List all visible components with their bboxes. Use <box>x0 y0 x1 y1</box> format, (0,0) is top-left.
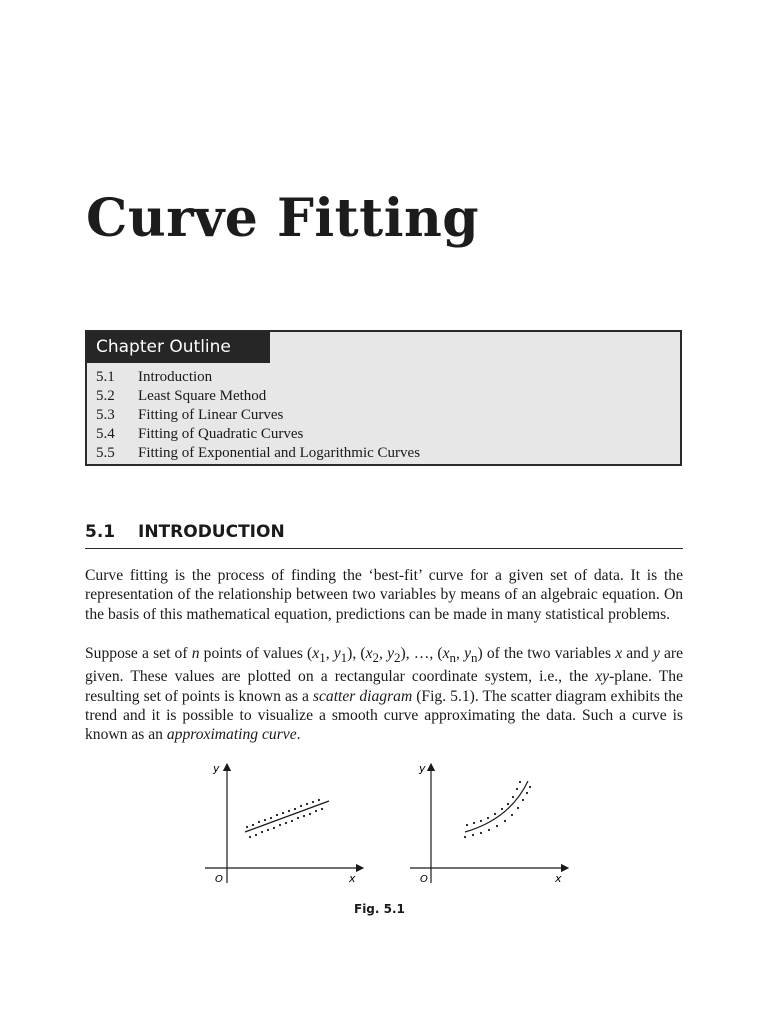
y-axis-label: y <box>419 762 426 775</box>
origin-label: O <box>215 874 223 885</box>
curved-scatter-plot <box>410 762 565 885</box>
outline-item-number: 5.1 <box>96 369 115 385</box>
scatter-points <box>246 799 323 838</box>
math-subscript: n <box>449 650 457 666</box>
chapter-outline-heading: Chapter Outline <box>87 332 270 363</box>
math-y: y <box>464 645 472 662</box>
outline-item-label: Introduction <box>138 369 213 385</box>
math-subscript: 1 <box>340 650 348 666</box>
outline-item <box>96 368 420 387</box>
term-approximating-curve: approximating curve <box>166 726 297 744</box>
text-run: points of values ( <box>199 645 313 662</box>
outline-item <box>96 425 420 444</box>
math-x: x <box>312 645 320 662</box>
text-run: ) of the two variables <box>477 645 616 662</box>
text-run: ), ( <box>347 645 366 662</box>
text-run: are given. These values are plotted on a rectangular coordinate system, i.e., the <box>85 645 684 686</box>
fitted-curve <box>465 781 528 832</box>
outline-item-number: 5.4 <box>96 426 115 442</box>
math-subscript: 1 <box>319 650 326 666</box>
text-run: (Fig. 5.1). The scatter diagram exhibits the trend and it is possible to visualize a smooth curve approximating the data. Such a curve is known as an <box>85 687 683 744</box>
x-axis-label: x <box>349 872 356 885</box>
math-y: y <box>333 645 341 662</box>
x-axis-label: x <box>555 872 562 885</box>
text-run: -plane. The resulting set of points is known as a <box>85 668 683 705</box>
outline-item-number: 5.5 <box>96 445 115 461</box>
section-title: INTRODUCTION <box>138 522 285 542</box>
math-x: x <box>365 645 373 662</box>
term-scatter-diagram: scatter diagram <box>312 687 413 705</box>
text-run: Suppose a set of <box>85 645 192 662</box>
outline-item-number: 5.3 <box>96 407 115 423</box>
intro-paragraph-2 <box>85 644 683 745</box>
outline-item-label: Fitting of Linear Curves <box>138 407 284 423</box>
section-number: 5.1 <box>85 522 116 542</box>
math-xy: xy <box>595 668 610 686</box>
chapter-outline-list <box>96 368 420 463</box>
math-subscript: 2 <box>394 650 401 666</box>
origin-label: O <box>420 874 428 885</box>
math-n: n <box>191 645 200 662</box>
intro-paragraph-1: Curve fitting is the process of finding the ‘best-fit’ curve for a given set of data. It is the representation of the relationship between two variables by means of an algebraic equation. On the basis of this mathematical equation, predictions can be made in many statistical problems. <box>85 567 683 623</box>
math-subscript: n <box>471 650 478 666</box>
text-run: , <box>325 645 334 662</box>
text-run: , <box>456 645 465 662</box>
math-x: x <box>442 645 450 662</box>
fitted-line <box>245 801 329 832</box>
outline-item <box>96 387 420 406</box>
text-run: and <box>622 645 653 662</box>
chapter-title: Curve Fitting <box>86 188 480 249</box>
chapter-outline-box <box>85 330 682 466</box>
math-subscript: 2 <box>372 650 380 666</box>
outline-item-label: Fitting of Exponential and Logarithmic Curves <box>138 445 421 461</box>
figure-5-1-scatter-diagrams <box>195 755 575 890</box>
outline-item <box>96 406 420 425</box>
math-x: x <box>615 645 623 662</box>
text-run: ), …, ( <box>400 645 443 662</box>
outline-item-label: Least Square Method <box>138 388 267 404</box>
y-axis-label: y <box>213 762 220 775</box>
text-run: , <box>379 645 388 662</box>
outline-item <box>96 444 420 463</box>
math-y: y <box>652 645 660 662</box>
text-run: . <box>296 726 301 744</box>
linear-scatter-plot <box>205 762 360 885</box>
outline-item-label: Fitting of Quadratic Curves <box>138 426 304 442</box>
section-heading <box>85 522 683 549</box>
figure-caption: Fig. 5.1 <box>354 902 405 916</box>
math-y: y <box>387 645 395 662</box>
outline-item-number: 5.2 <box>96 388 115 404</box>
